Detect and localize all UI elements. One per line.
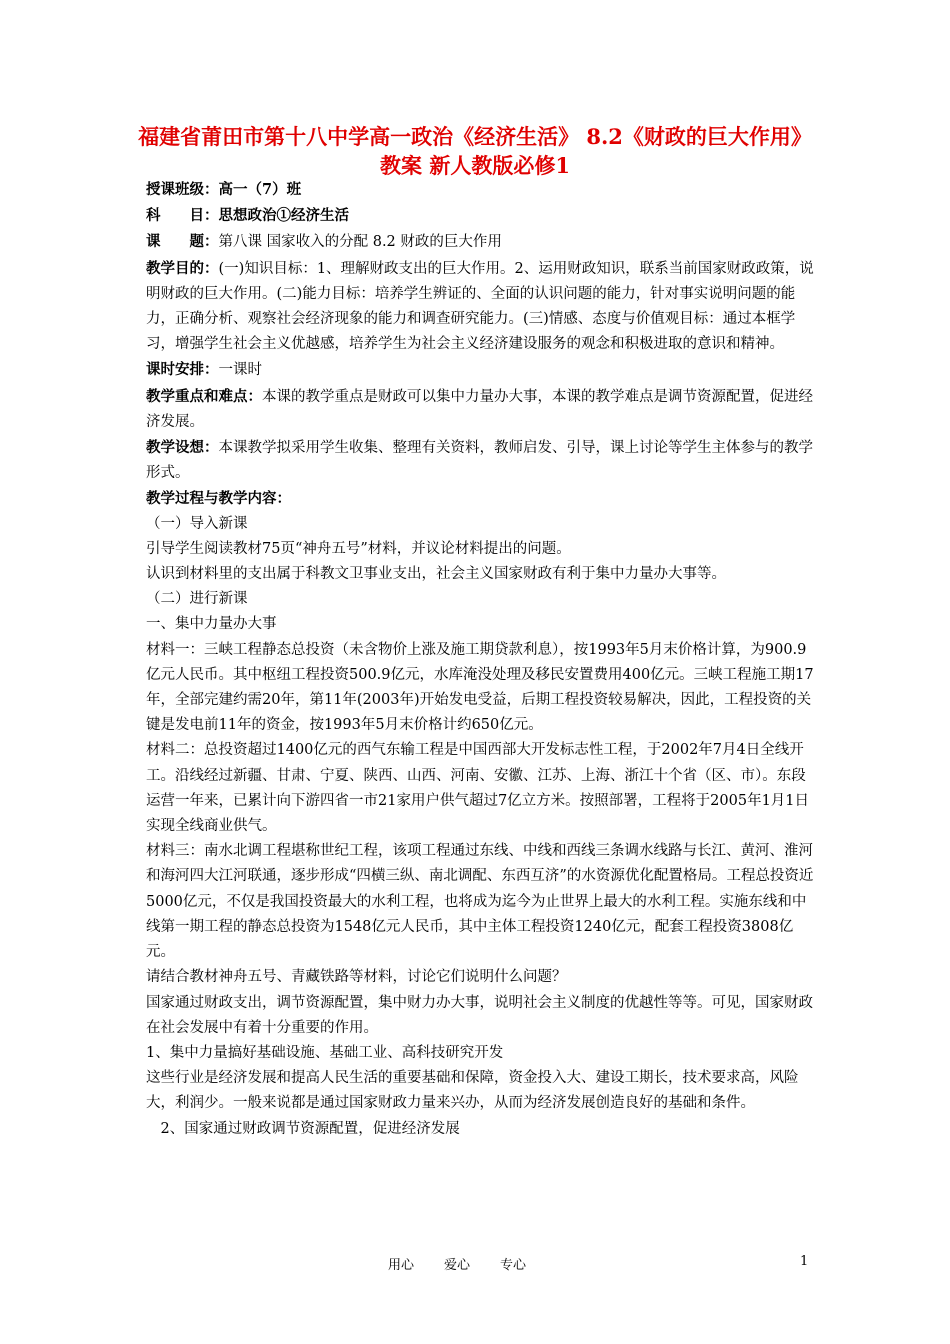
lesson-label: 课 题：	[146, 233, 219, 251]
subject-line	[146, 203, 818, 229]
key-text: 本课的教学重点是财政可以集中力量办大事，本课的教学难点是调节资源配置，促进经济发展。	[146, 388, 813, 430]
time-text: 一课时	[218, 362, 262, 379]
goal-label: 教学目的：	[146, 259, 219, 277]
content-paragraph: 1、集中力量搞好基础设施、基础工业、高科技研究开发	[146, 1044, 504, 1061]
key-label: 教学重点和难点：	[146, 387, 262, 405]
page-number: 1	[800, 1254, 809, 1269]
document-title: 福建省莆田市第十八中学高一政治《经济生活》 8.2《财政的巨大作用》教案 新人教版必修1	[138, 124, 812, 178]
time-label: 课时安排：	[146, 361, 219, 379]
subject-value: 思想政治①经济生活	[218, 207, 349, 225]
time-paragraph	[146, 357, 818, 383]
content-paragraph: 一、集中力量办大事	[146, 616, 277, 633]
content-paragraph: 2、国家通过财政调节资源配置，促进经济发展	[146, 1120, 460, 1137]
design-paragraph	[146, 435, 818, 486]
footer-motto-item: 爱心	[444, 1258, 471, 1273]
process-heading: 教学过程与教学内容：	[146, 490, 291, 508]
footer-motto-item: 专心	[500, 1258, 527, 1273]
class-value: 高一（7）班	[218, 181, 302, 198]
content-paragraph: 这些行业是经济发展和提高人民生活的重要基础和保障，资金投入大、建设工期长，技术要求高，风险大，利润少。一般来说都是通过国家财政力量来兴办，从而为经济发展创造良好的基础和条件。	[146, 1070, 799, 1112]
material-one: 材料一：三峡工程静态总投资（未含物价上涨及施工期贷款利息），按1993年5月末价格计算，为900.9亿元人民币。其中枢纽工程投资500.9亿元，水库淹没处理及移民安置费用400亿元。三峡工程施工期17年，全部完建约需20年，第11年(2003年)开始发电受益，后期工程投资较易解决，因此，工程投资的关键是发电前11年的资金，按1993年5月末价格计约650亿元。	[146, 641, 814, 734]
design-text: 本课教学拟采用学生收集、整理有关资料，教师启发、引导，课上讨论等学生主体参与的教学形式。	[146, 440, 813, 482]
material-two: 材料二：总投资超过1400亿元的西气东输工程是中国西部大开发标志性工程，于2002年7月4日全线开工。沿线经过新疆、甘肃、宁夏、陕西、山西、河南、安徽、江苏、上海、浙江十个省（区、市）。东段运营一年来，已累计向下游四省一市21家用户供气超过7亿立方米。按照部署，工程将于2005年1月1日实现全线商业供气。	[146, 742, 810, 835]
design-label: 教学设想：	[146, 439, 219, 457]
footer-motto-item: 用心	[388, 1258, 415, 1273]
lesson-value: 第八课 国家收入的分配 8.2 财政的巨大作用	[218, 234, 502, 251]
content-paragraph: （二）进行新课	[146, 591, 248, 608]
content-paragraph: 引导学生阅读教材75页“神舟五号”材料，并议论材料提出的问题。	[146, 540, 571, 557]
class-label: 授课班级：	[146, 181, 219, 198]
subject-label: 科 目：	[146, 207, 219, 225]
page-footer	[0, 1254, 950, 1276]
content-paragraph: 认识到材料里的支出属于科教文卫事业支出，社会主义国家财政有利于集中力量办大事等。	[146, 566, 726, 583]
goal-paragraph	[146, 256, 818, 358]
content-paragraph: （一）导入新课	[146, 515, 248, 532]
footer-motto	[388, 1254, 588, 1273]
key-paragraph	[146, 384, 818, 435]
content-paragraph: 请结合教材神舟五号、青藏铁路等材料，讨论它们说明什么问题？	[146, 969, 567, 986]
content-paragraph: 国家通过财政支出，调节资源配置，集中财力办大事，说明社会主义制度的优越性等等。可见，国家财政在社会发展中有着十分重要的作用。	[146, 994, 813, 1036]
class-line	[146, 177, 818, 203]
document-body	[146, 177, 818, 1142]
material-three: 材料三：南水北调工程堪称世纪工程，该项工程通过东线、中线和西线三条调水线路与长江、黄河、淮河和海河四大江河联通，逐步形成“四横三纵、南北调配、东西互济”的水资源优化配置格局。工程总投资近5000亿元，不仅是我国投资最大的水利工程，也将成为迄今为止世界上最大的水利工程。实施东线和中线第一期工程的静态总投资为1548亿元人民币，其中主体工程投资1240亿元，配套工程投资3808亿元。	[146, 843, 814, 961]
lesson-line	[146, 229, 818, 255]
goal-text: (一)知识目标：1、理解财政支出的巨大作用。2、运用财政知识，联系当前国家财政政策，说明财政的巨大作用。(二)能力目标：培养学生辨证的、全面的认识问题的能力，针对事实说明问题的能力，正确分析、观察社会经济现象的能力和调查研究能力。(三)情感、态度与价值观目标：通过本框学习，增强学生社会主义优越感，培养学生为社会主义经济建设服务的观念和积极进取的意识和精神。	[146, 260, 814, 353]
